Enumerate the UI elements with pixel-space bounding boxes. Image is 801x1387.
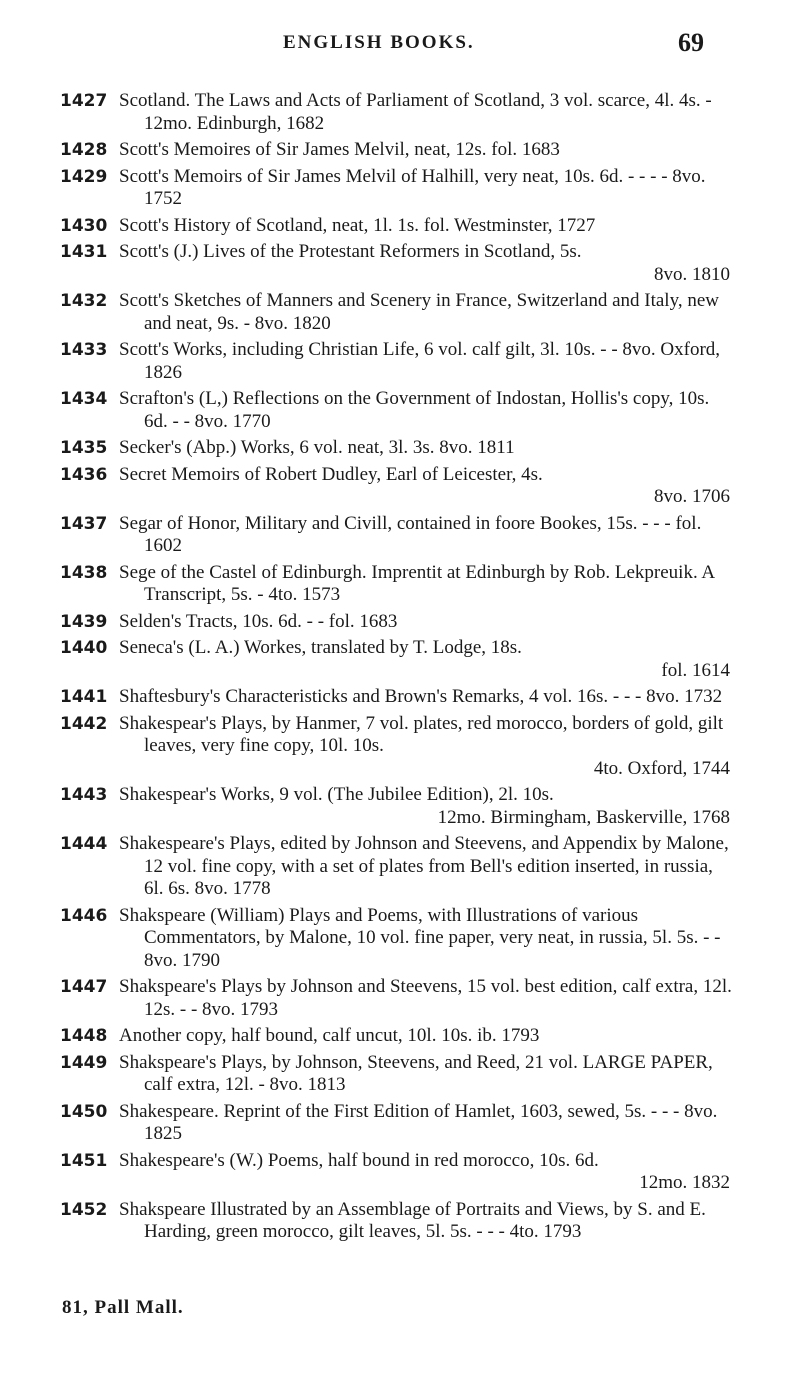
page-number: 69 (678, 28, 704, 57)
entry-text (119, 1199, 732, 1244)
entry-text (119, 637, 732, 682)
entry-text (119, 513, 732, 558)
entry-number: 1439 (60, 611, 108, 632)
entry-description: Shakespear's Plays, by Hanmer, 7 vol. plates, red morocco, borders of gold, gilt leaves, very fine copy, 10l. 10s. (119, 712, 724, 756)
entry-imprint: 8vo. 1810 (654, 263, 730, 285)
entry-text (119, 215, 732, 238)
entry-imprint: 8vo. 1706 (654, 486, 730, 507)
entry-number: 1438 (60, 562, 108, 583)
running-title: ENGLISH BOOKS. (283, 32, 475, 53)
catalogue-entry (0, 215, 801, 238)
entry-number: 1432 (60, 291, 108, 311)
entry-description: Scott's (J.) Lives of the Protestant Reformers in Scotland, 5s. (119, 241, 582, 262)
entry-text (119, 686, 732, 709)
footer-signature: 81, Pall Mall. (62, 1297, 184, 1318)
entry-text (119, 90, 732, 135)
entry-description: Shakspeare's Plays, by Johnson, Steevens, and Reed, 21 vol. LARGE PAPER, calf extra, 12l. - 8vo. 1813 (119, 1051, 713, 1095)
catalogue-entry (0, 833, 801, 901)
catalogue-entry (0, 1025, 801, 1048)
entry-number: 1431 (60, 242, 108, 262)
catalogue-entry (0, 686, 801, 709)
page-header (0, 28, 801, 68)
entry-number: 1448 (60, 1026, 108, 1046)
entry-description: Scott's History of Scotland, neat, 1l. 1s. fol. Westminster, 1727 (119, 214, 596, 236)
entry-description: Shakespeare's Plays, edited by Johnson and Steevens, and Appendix by Malone, 12 vol. fine copy, with a set of plates from Bell's edition inserted, in russia, 6l. 6s. 8vo. 1778 (119, 833, 729, 899)
entry-number: 1447 (60, 977, 108, 997)
catalogue-entry (0, 139, 801, 162)
entry-text (119, 388, 732, 433)
entry-text (119, 1052, 732, 1097)
entry-number: 1441 (60, 687, 108, 707)
entry-number: 1451 (60, 1150, 108, 1171)
catalogue-entry (0, 905, 801, 973)
catalogue-entry (0, 388, 801, 433)
catalogue-entry (0, 713, 801, 781)
entry-number: 1429 (60, 166, 108, 187)
entry-number: 1430 (60, 215, 108, 236)
catalogue-entry (0, 784, 801, 829)
entry-description: Shakespeare's (W.) Poems, half bound in red morocco, 10s. 6d. (119, 1149, 599, 1171)
entry-description: Scott's Memoirs of Sir James Melvil of Halhill, very neat, 10s. 6d. - - - - 8vo. 1752 (119, 165, 706, 209)
entry-text (119, 464, 732, 509)
entry-imprint: 12mo. 1832 (639, 1172, 730, 1193)
entry-description: Segar of Honor, Military and Civill, contained in foore Bookes, 15s. - - - fol. 1602 (119, 512, 702, 556)
entry-number: 1452 (60, 1199, 108, 1220)
entry-description: Shakspeare (William) Plays and Poems, with Illustrations of various Commentators, by Malone, 10 vol. fine paper, very neat, in russia, 5l. 5s. - - 8vo. 1790 (119, 904, 721, 971)
entry-imprint: fol. 1614 (661, 659, 730, 681)
catalogue-entry (0, 1199, 801, 1244)
entry-text (119, 976, 732, 1021)
entry-description: Shakespear's Works, 9 vol. (The Jubilee Edition), 2l. 10s. (119, 784, 554, 805)
entry-text (119, 290, 732, 335)
entry-description: Another copy, half bound, calf uncut, 10l. 10s. ib. 1793 (119, 1025, 540, 1046)
entry-description: Shakespeare. Reprint of the First Edition of Hamlet, 1603, sewed, 5s. - - - 8vo. 1825 (119, 1100, 718, 1144)
entry-text (119, 833, 732, 901)
catalogue-entry (0, 437, 801, 460)
entry-description: Shakspeare Illustrated by an Assemblage of Portraits and Views, by S. and E. Harding, green morocco, gilt leaves, 5l. 5s. - - - 4to. 1793 (119, 1198, 706, 1242)
entry-text (119, 1025, 732, 1048)
entry-number: 1440 (60, 638, 108, 658)
catalogue-entry (0, 90, 801, 135)
entry-number: 1444 (60, 834, 108, 854)
entry-number: 1433 (60, 340, 108, 360)
entry-text (119, 611, 732, 634)
catalogue-entry (0, 562, 801, 607)
entry-description: Scott's Memoires of Sir James Melvil, neat, 12s. fol. 1683 (119, 139, 560, 160)
catalogue-entries (0, 90, 801, 1248)
catalogue-entry (0, 339, 801, 384)
entry-number: 1434 (60, 389, 108, 409)
catalogue-entry (0, 637, 801, 682)
entry-text (119, 139, 732, 162)
entry-text (119, 437, 732, 460)
entry-text (119, 905, 732, 973)
entry-imprint: 4to. Oxford, 1744 (593, 757, 730, 779)
catalogue-entry (0, 166, 801, 211)
entry-number: 1428 (60, 140, 108, 160)
catalogue-entry (0, 464, 801, 509)
catalogue-entry (0, 1150, 801, 1195)
entry-description: Shakspeare's Plays by Johnson and Steevens, 15 vol. best edition, calf extra, 12l. 12s. - - 8vo. 1793 (119, 976, 732, 1020)
entry-number: 1450 (60, 1101, 108, 1122)
catalogue-entry (0, 976, 801, 1021)
catalogue-entry (0, 1101, 801, 1146)
entry-text (119, 1150, 732, 1195)
entry-number: 1446 (60, 905, 108, 926)
entry-number: 1442 (60, 713, 108, 734)
entry-text (119, 166, 732, 211)
catalogue-entry (0, 290, 801, 335)
entry-description: Secker's (Abp.) Works, 6 vol. neat, 3l. 3s. 8vo. 1811 (119, 437, 515, 458)
entry-description: Selden's Tracts, 10s. 6d. - - fol. 1683 (119, 610, 398, 632)
catalogue-entry (0, 611, 801, 634)
entry-number: 1449 (60, 1052, 108, 1073)
entry-description: Sege of the Castel of Edinburgh. Imprentit at Edinburgh by Rob. Lekpreuik. A Transcript, 5s. - 4to. 1573 (119, 561, 715, 605)
entry-description: Seneca's (L. A.) Workes, translated by T. Lodge, 18s. (119, 637, 522, 658)
catalogue-entry (0, 1052, 801, 1097)
entry-number: 1435 (60, 438, 108, 458)
entry-description: Scrafton's (L,) Reflections on the Government of Indostan, Hollis's copy, 10s. 6d. - - 8vo. 1770 (119, 388, 710, 432)
entry-number: 1427 (60, 91, 108, 111)
entry-text (119, 562, 732, 607)
entry-text (119, 713, 732, 781)
entry-description: Scott's Sketches of Manners and Scenery in France, Switzerland and Italy, new and neat, 9s. - 8vo. 1820 (119, 290, 719, 334)
entry-description: Secret Memoirs of Robert Dudley, Earl of Leicester, 4s. (119, 463, 543, 485)
entry-number: 1443 (60, 785, 108, 805)
entry-description: Scotland. The Laws and Acts of Parliament of Scotland, 3 vol. scarce, 4l. 4s. - 12mo. Edinburgh, 1682 (119, 90, 712, 134)
catalogue-entry (0, 513, 801, 558)
entry-text (119, 241, 732, 286)
entry-text (119, 339, 732, 384)
entry-number: 1436 (60, 464, 108, 485)
entry-description: Scott's Works, including Christian Life, 6 vol. calf gilt, 3l. 10s. - - 8vo. Oxford, 1826 (119, 339, 721, 383)
entry-number: 1437 (60, 513, 108, 534)
entry-description: Shaftesbury's Characteristicks and Brown's Remarks, 4 vol. 16s. - - - 8vo. 1732 (119, 686, 723, 707)
entry-text (119, 784, 732, 829)
entry-imprint: 12mo. Birmingham, Baskerville, 1768 (437, 806, 730, 828)
entry-text (119, 1101, 732, 1146)
catalogue-entry (0, 241, 801, 286)
